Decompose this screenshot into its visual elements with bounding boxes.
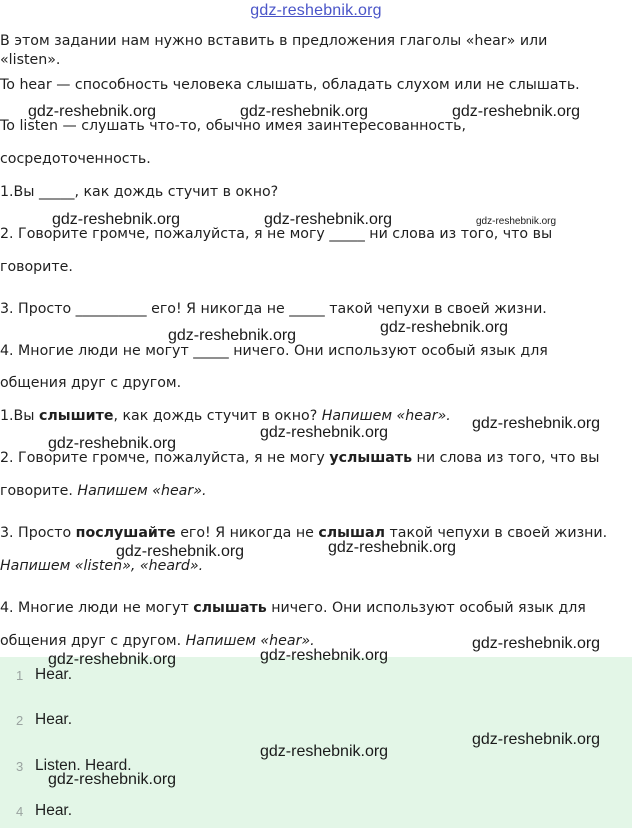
definition-listen-line-1: To listen — слушать что-то, обычно имея заинтересованность, — [0, 118, 467, 134]
answer-2-line-1: 2. Говорите громче, пожалуйста, я не могу услышать ни слова из того, что вы — [0, 450, 600, 466]
answer-list-item: Listen. Heard. — [35, 757, 132, 774]
watermark: gdz-reshebnik.org — [260, 647, 389, 664]
answer-list-item: Hear. — [35, 711, 73, 728]
task-4-line-1: 4. Многие люди не могут _____ ничего. Они используют особый язык для — [0, 343, 548, 359]
watermark: gdz-reshebnik.org — [380, 319, 509, 336]
watermark: gdz-reshebnik.org — [28, 103, 157, 120]
definition-listen-line-2: сосредоточенность. — [0, 151, 151, 167]
answer-list-number: 2 — [16, 713, 24, 728]
watermark: gdz-reshebnik.org — [48, 771, 177, 788]
answer-4-line-2: общения друг с другом. Напишем «hear». — [0, 633, 315, 649]
watermark: gdz-reshebnik.org — [328, 539, 457, 556]
intro-line-1: В этом задании нам нужно вставить в предложения глаголы «hear» или — [0, 33, 548, 49]
answer-3-line-1: 3. Просто послушайте его! Я никогда не слышал такой чепухи в своей жизни. — [0, 525, 608, 541]
watermark: gdz-reshebnik.org — [472, 415, 601, 432]
watermark: gdz-reshebnik.org — [240, 103, 369, 120]
site-title-link[interactable]: gdz-reshebnik.org — [250, 2, 382, 19]
watermark: gdz-reshebnik.org — [452, 103, 581, 120]
watermark: gdz-reshebnik.org — [264, 211, 393, 228]
answer-list-number: 3 — [16, 759, 24, 774]
answer-1-note: Напишем «hear». — [321, 408, 451, 424]
answer-1-word: слышите — [38, 408, 114, 424]
answer-2-line-2: говорите. Напишем «hear». — [0, 483, 207, 499]
task-3: 3. Просто __________ его! Я никогда не _____ такой чепухи в своей жизни. — [0, 301, 547, 317]
answer-3-note: Напишем «listen», «heard». — [0, 558, 204, 574]
answer-list-number: 1 — [16, 668, 24, 683]
answer-list-item: Hear. — [35, 802, 73, 819]
answer-list-number: 4 — [16, 804, 24, 819]
task-4-line-2: общения друг с другом. — [0, 375, 182, 391]
watermark: gdz-reshebnik.org — [168, 327, 297, 344]
intro-line-2-clipped: «listen». — [0, 52, 61, 68]
watermark: gdz-reshebnik.org — [472, 731, 601, 748]
watermark: gdz-reshebnik.org — [472, 635, 601, 652]
watermark: gdz-reshebnik.org — [260, 743, 389, 760]
task-1: 1.Вы _____, как дождь стучит в окно? — [0, 184, 279, 200]
task-2-line-1: 2. Говорите громче, пожалуйста, я не могу _____ ни слова из того, что вы — [0, 226, 553, 242]
watermark: gdz-reshebnik.org — [48, 435, 177, 452]
answer-3-word-1: послушайте — [75, 525, 176, 541]
answer-4-note: Напишем «hear». — [185, 633, 315, 649]
answer-list-item: Hear. — [35, 666, 73, 683]
watermark: gdz-reshebnik.org — [52, 211, 181, 228]
answer-3-word-2: слышал — [318, 525, 386, 541]
task-2-line-2: говорите. — [0, 259, 73, 275]
watermark: gdz-reshebnik.org — [116, 543, 245, 560]
answer-1: 1.Вы слышите, как дождь стучит в окно? Напишем «hear». — [0, 408, 451, 424]
watermark: gdz-reshebnik.org — [476, 216, 557, 227]
answer-4-line-1: 4. Многие люди не могут слышать ничего. Они используют особый язык для — [0, 600, 586, 616]
answer-4-word: слышать — [193, 600, 267, 616]
answer-2-note: Напишем «hear». — [77, 483, 207, 499]
definition-hear: To hear — способность человека слышать, обладать слухом или не слышать. — [0, 77, 580, 93]
watermark: gdz-reshebnik.org — [48, 651, 177, 668]
watermark: gdz-reshebnik.org — [260, 424, 389, 441]
answer-2-word: услышать — [329, 450, 413, 466]
